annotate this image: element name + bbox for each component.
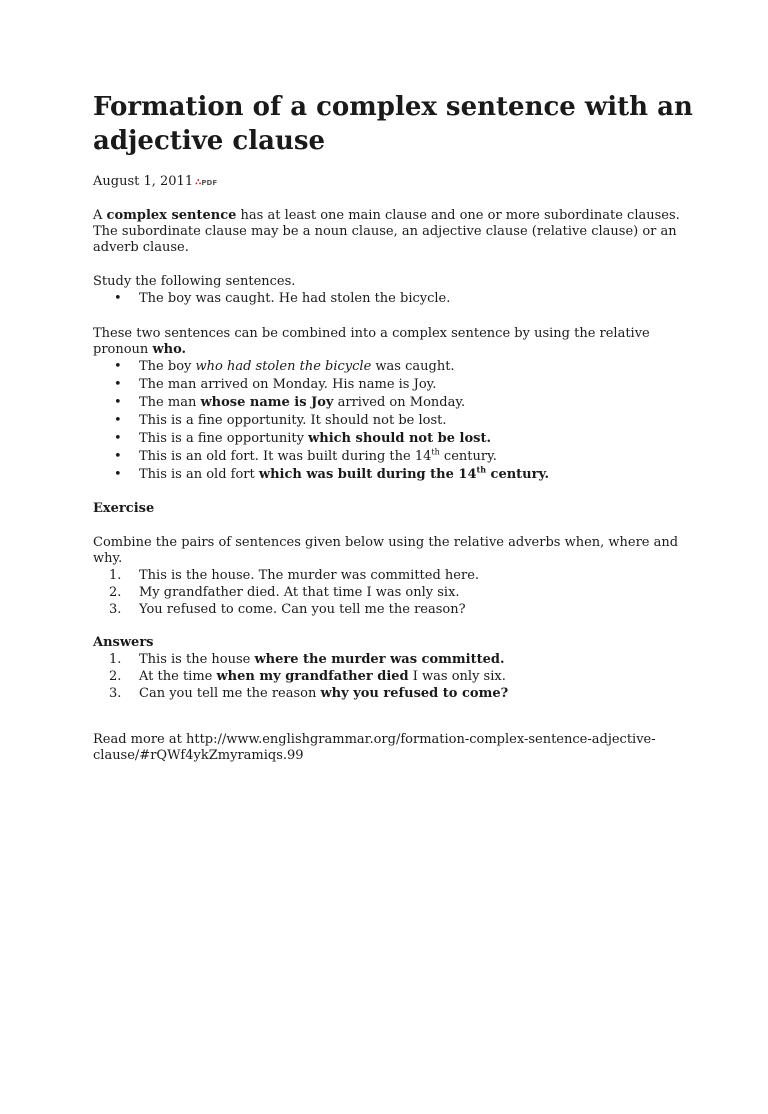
list-item: • This is an old fort which was built during the 14th century. [139,466,708,484]
document-page [0,90,768,1114]
combined-example-list [93,358,708,376]
list-item: 2. At the time when my grandfather died I was only six. [109,669,506,684]
pair-list-joy [93,376,708,412]
combine-paragraph: These two sentences can be combined into a complex sentence by using the relative pronoun who. [93,326,650,357]
list-item: 3. You refused to come. Can you tell me the reason? [109,602,466,617]
page-title: Formation of a complex sentence with an adjective clause [93,92,693,156]
answers-heading: Answers [93,635,154,650]
list-item: • The boy who had stolen the bicycle was caught. [139,358,708,376]
study-paragraph: Study the following sentences. [93,274,296,289]
list-item: • The man arrived on Monday. His name is Joy. [139,376,708,394]
relative-pronoun: who. [152,342,187,357]
list-item: 1. This is the house where the murder was committed. [109,652,505,667]
pair-list-fort [93,448,708,484]
pdf-icon-label: PDF [201,179,218,187]
exercise-instruction: Combine the pairs of sentences given below using the relative adverbs when, where and why. [93,535,679,566]
date-line [93,173,708,192]
acrobat-mark-icon: ∴ [195,178,202,188]
read-more-link[interactable]: Read more at http://www.englishgrammar.org/formation-complex-sentence-adjective-clause/#rQWf4ykZmyramiqs.99 [93,732,656,763]
exercise-heading: Exercise [93,501,155,516]
example-list [93,290,708,308]
list-item: • This is a fine opportunity which should not be lost. [139,430,708,448]
list-item: • The boy was caught. He had stolen the bicycle. [139,290,708,308]
list-item: 3. Can you tell me the reason why you refused to come? [109,686,509,701]
list-item: 1. This is the house. The murder was committed here. [109,568,480,583]
answers-list [93,651,708,702]
list-item: 2. My grandfather died. At that time I was only six. [109,585,460,600]
list-item: • This is a fine opportunity. It should not be lost. [139,412,708,430]
exercise-list [93,567,708,618]
post-date: August 1, 2011 [93,174,194,189]
term-complex-sentence: complex sentence [106,208,237,223]
list-item: • This is an old fort. It was built during the 14th century. [139,448,708,466]
pdf-icon[interactable] [195,174,217,192]
pair-list-opportunity [93,412,708,448]
intro-paragraph: A complex sentence has at least one main clause and one or more subordinate clauses. The subordinate clause may be a noun clause, an adjective clause (relative clause) or an adverb clause. [93,208,680,255]
list-item: • The man whose name is Joy arrived on Monday. [139,394,708,412]
